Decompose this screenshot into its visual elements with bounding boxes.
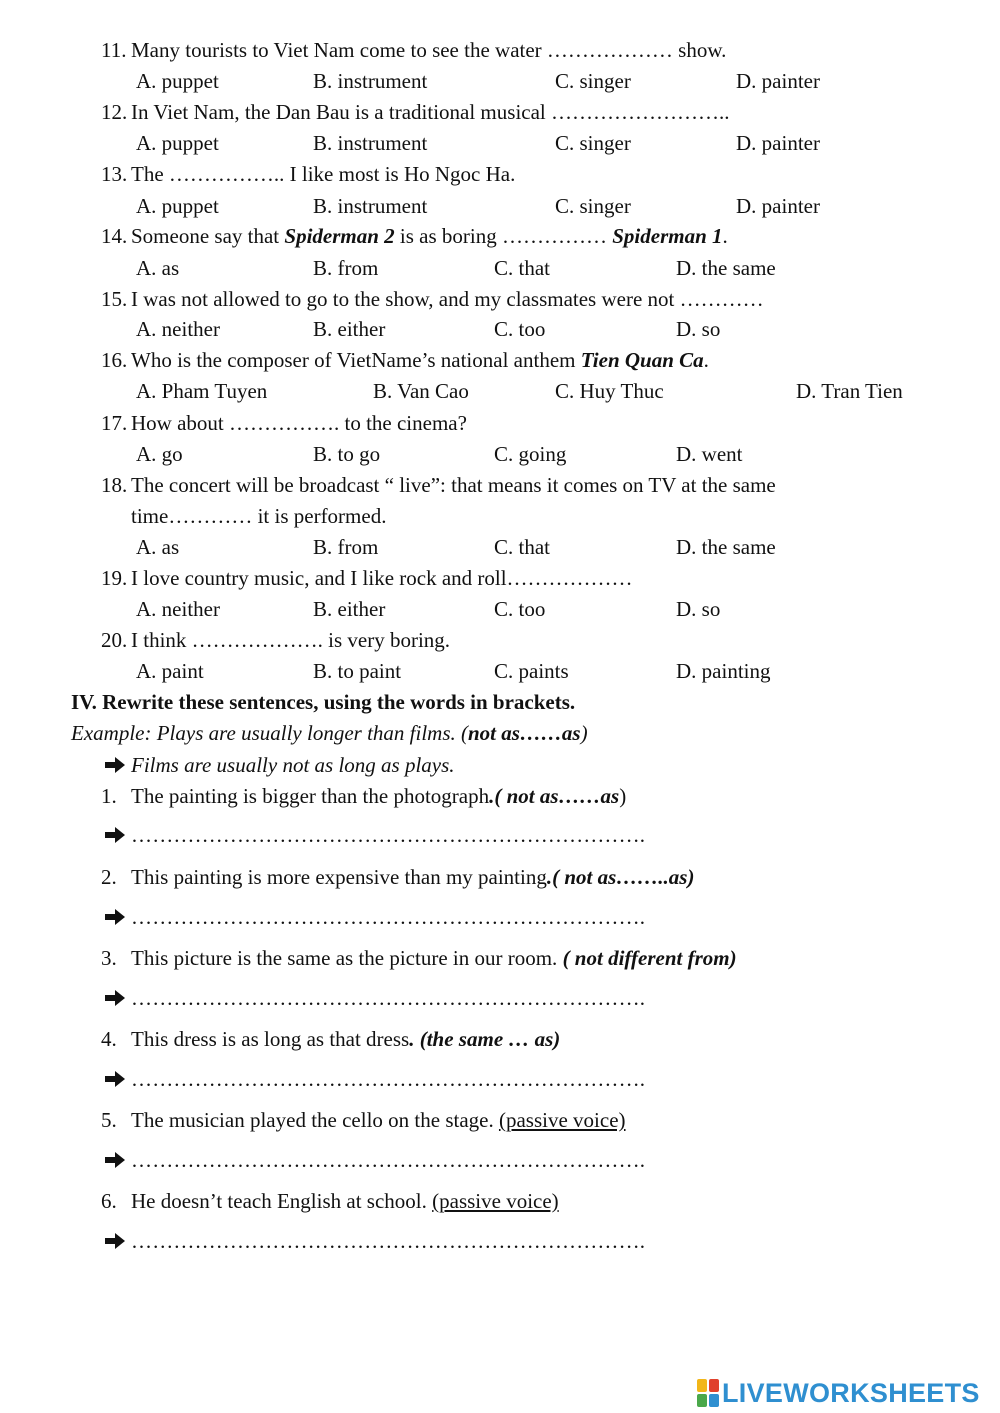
example-answer: Films are usually not as long as plays.	[131, 753, 455, 777]
item-hint: . (the same … as)	[409, 1027, 561, 1051]
answer-line-6[interactable]: ……………………………………………………………….	[131, 1229, 646, 1253]
logo-mark-icon	[697, 1379, 719, 1407]
option-b: B. to go	[313, 442, 381, 466]
option-c: C. singer	[555, 194, 631, 218]
item-3-sentence: This picture is the same as the picture in our room. ( not different from)	[131, 946, 737, 970]
option-d: D. the same	[676, 535, 776, 559]
arrow-right-icon	[104, 825, 126, 845]
example-sentence: Example: Plays are usually longer than films. (not as……as)	[71, 721, 588, 745]
option-c: C. that	[494, 535, 550, 559]
question-stem: I think ………………. is very boring.	[131, 628, 451, 652]
title-spiderman-1: Spiderman 1	[612, 224, 723, 248]
option-a: A. neither	[136, 317, 220, 341]
item-1-sentence: The painting is bigger than the photograph.( not as……as)	[131, 784, 627, 808]
arrow-right-icon	[104, 1150, 126, 1170]
item-number: 4.	[101, 1027, 117, 1051]
question-stem: How about ……………. to the cinema?	[131, 411, 467, 435]
section-4-title: IV. Rewrite these sentences, using the words in brackets.	[71, 690, 576, 714]
liveworksheets-logo[interactable]	[697, 1378, 980, 1408]
option-a: A. Pham Tuyen	[136, 379, 268, 403]
answer-line-3[interactable]: ……………………………………………………………….	[131, 986, 646, 1010]
arrow-right-icon	[104, 1231, 126, 1251]
item-hint: ( not different from)	[562, 946, 737, 970]
question-number: 12.	[101, 100, 128, 124]
question-number: 13.	[101, 162, 128, 186]
question-number: 18.	[101, 473, 128, 497]
option-a: A. as	[136, 256, 180, 280]
option-a: A. go	[136, 442, 183, 466]
question-stem: Many tourists to Viet Nam come to see the water ……………… show.	[131, 38, 727, 62]
option-a: A. puppet	[136, 131, 219, 155]
question-stem: The concert will be broadcast “ live”: that means it comes on TV at the same	[131, 473, 776, 497]
item-hint: .( not as……..as)	[546, 865, 695, 889]
anthem-title: Tien Quan Ca	[580, 348, 704, 372]
item-number: 3.	[101, 946, 117, 970]
item-2-sentence: This painting is more expensive than my painting.( not as……..as)	[131, 865, 695, 889]
question-stem: The …………….. I like most is Ho Ngoc Ha.	[131, 162, 516, 186]
option-d: D. went	[676, 442, 743, 466]
option-c: C. going	[494, 442, 567, 466]
option-c: C. that	[494, 256, 550, 280]
option-d: D. painter	[736, 194, 820, 218]
arrow-right-icon	[104, 988, 126, 1008]
question-stem: I love country music, and I like rock and roll………………	[131, 566, 633, 590]
option-d: D. painting	[676, 659, 771, 683]
option-b: B. instrument	[313, 69, 428, 93]
logo-square-blue	[709, 1394, 719, 1407]
option-d: D. Tran Tien	[796, 379, 903, 403]
item-4-sentence: This dress is as long as that dress. (the same … as)	[131, 1027, 561, 1051]
item-hint: (passive voice)	[498, 1108, 626, 1132]
option-b: B. from	[313, 535, 379, 559]
arrow-right-icon	[104, 1069, 126, 1089]
option-c: C. paints	[494, 659, 569, 683]
option-c: C. singer	[555, 69, 631, 93]
item-hint: .( not as……as	[489, 784, 620, 808]
question-stem: Who is the composer of VietName’s national anthem Tien Quan Ca.	[131, 348, 709, 372]
option-d: D. so	[676, 317, 721, 341]
option-b: B. Van Cao	[373, 379, 469, 403]
option-d: D. painter	[736, 131, 820, 155]
option-b: B. instrument	[313, 194, 428, 218]
question-stem: Someone say that Spiderman 2 is as boring …………… Spiderman 1.	[131, 224, 728, 248]
option-a: A. puppet	[136, 69, 219, 93]
option-b: B. either	[313, 317, 386, 341]
arrow-right-icon	[104, 907, 126, 927]
option-a: A. puppet	[136, 194, 219, 218]
option-d: D. so	[676, 597, 721, 621]
logo-square-green	[697, 1394, 707, 1407]
question-number: 15.	[101, 287, 128, 311]
question-number: 19.	[101, 566, 128, 590]
question-stem: In Viet Nam, the Dan Bau is a traditional musical ……………………..	[131, 100, 730, 124]
answer-line-1[interactable]: ……………………………………………………………….	[131, 823, 646, 847]
logo-text: LIVEWORKSHEETS	[722, 1377, 980, 1408]
option-c: C. too	[494, 317, 546, 341]
question-stem-continued: time………… it is performed.	[131, 504, 387, 528]
question-number: 16.	[101, 348, 128, 372]
option-b: B. from	[313, 256, 379, 280]
option-a: A. as	[136, 535, 180, 559]
question-number: 11.	[101, 38, 127, 62]
item-number: 5.	[101, 1108, 117, 1132]
item-6-sentence: He doesn’t teach English at school. (passive voice)	[131, 1189, 559, 1213]
item-hint: (passive voice)	[432, 1189, 559, 1213]
option-b: B. to paint	[313, 659, 402, 683]
question-stem: I was not allowed to go to the show, and my classmates were not …………	[131, 287, 764, 311]
question-number: 14.	[101, 224, 128, 248]
question-number: 20.	[101, 628, 128, 652]
option-a: A. paint	[136, 659, 204, 683]
arrow-right-icon	[104, 755, 126, 775]
item-number: 6.	[101, 1189, 117, 1213]
option-d: D. the same	[676, 256, 776, 280]
item-number: 2.	[101, 865, 117, 889]
answer-line-4[interactable]: ……………………………………………………………….	[131, 1067, 646, 1091]
option-c: C. singer	[555, 131, 631, 155]
question-number: 17.	[101, 411, 128, 435]
answer-line-5[interactable]: ……………………………………………………………….	[131, 1148, 646, 1172]
logo-square-yellow	[697, 1379, 707, 1392]
option-b: B. either	[313, 597, 386, 621]
option-b: B. instrument	[313, 131, 428, 155]
option-c: C. Huy Thuc	[555, 379, 664, 403]
item-5-sentence: The musician played the cello on the stage. (passive voice)	[131, 1108, 626, 1132]
answer-line-2[interactable]: ……………………………………………………………….	[131, 905, 646, 929]
option-d: D. painter	[736, 69, 820, 93]
item-number: 1.	[101, 784, 117, 808]
option-c: C. too	[494, 597, 546, 621]
logo-square-red	[709, 1379, 719, 1392]
title-spiderman-2: Spiderman 2	[284, 224, 395, 248]
option-a: A. neither	[136, 597, 220, 621]
